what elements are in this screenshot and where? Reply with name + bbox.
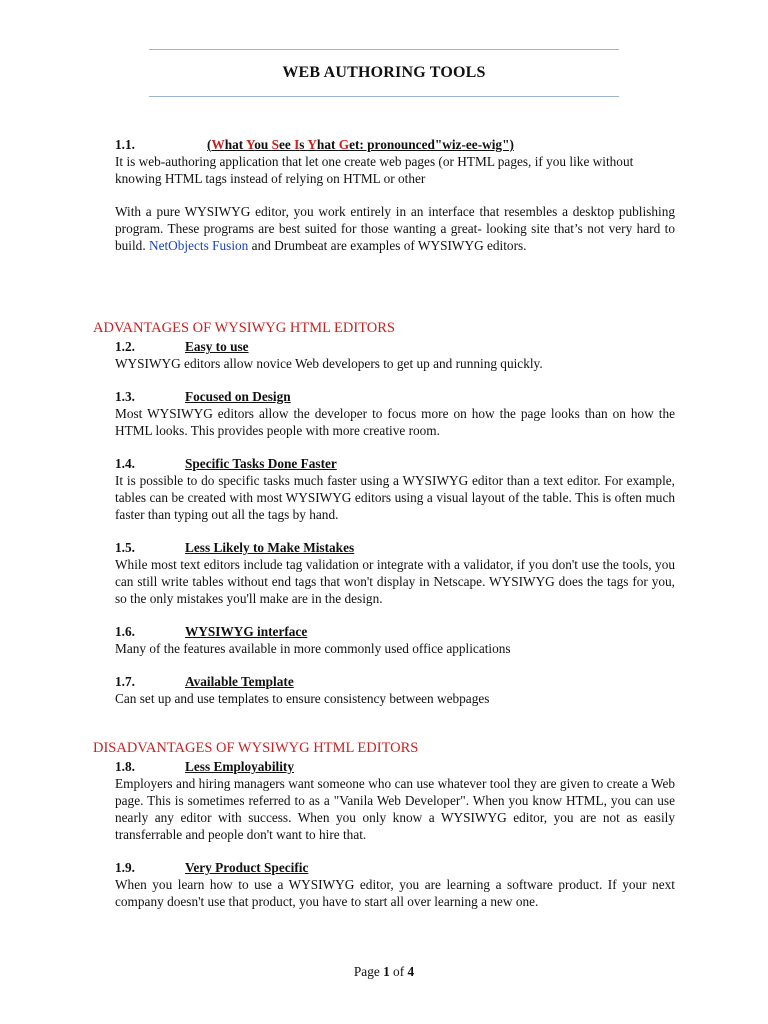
list-item bbox=[115, 623, 675, 657]
intro-paragraph-2: With a pure WYSIWYG editor, you work entirely in an interface that resembles a desktop publishing program. These programs are best suited for those wanting a great- looking site that’s not very hard to build. NetObjects Fusion and Drumbeat are examples of WYSIWYG editors. bbox=[115, 204, 675, 253]
subsection-heading bbox=[115, 623, 675, 640]
list-item bbox=[115, 539, 675, 607]
subsection-title: Very Product Specific bbox=[185, 860, 309, 875]
section-number: 1.5. bbox=[115, 540, 135, 555]
intro-section bbox=[115, 136, 675, 254]
list-item bbox=[115, 673, 675, 707]
subsection-text: It is possible to do specific tasks much faster using a WYSIWYG editor than a text editor. For example, tables can be created with most WYSIWYG editors using a visual layout of the table. This is often much faster than typing out all the tags by hand. bbox=[115, 473, 675, 522]
section-number: 1.8. bbox=[115, 759, 135, 774]
section-number: 1.6. bbox=[115, 624, 135, 639]
list-item bbox=[115, 758, 675, 843]
section-number: 1.3. bbox=[115, 389, 135, 404]
section-number: 1.1. bbox=[115, 137, 135, 152]
subsection-heading bbox=[115, 859, 675, 876]
subsection-heading bbox=[115, 539, 675, 556]
subsection-text: While most text editors include tag validation or integrate with a validator, if you don't use the tools, you can still write tables without end tags that won't display in Netscape. WYSIWYG does the tags for you, so the only mistakes you'll make are in the design. bbox=[115, 557, 675, 606]
subsection-title: Specific Tasks Done Faster bbox=[185, 456, 337, 471]
subsection-heading bbox=[115, 758, 675, 775]
subsection-heading bbox=[115, 673, 675, 690]
section-number: 1.7. bbox=[115, 674, 135, 689]
disadvantages-list bbox=[115, 758, 675, 910]
list-item bbox=[115, 388, 675, 439]
subsection-heading bbox=[115, 388, 675, 405]
subsection-text: WYSIWYG editors allow novice Web developers to get up and running quickly. bbox=[115, 356, 543, 371]
subsection-heading bbox=[115, 338, 675, 355]
section-number: 1.2. bbox=[115, 339, 135, 354]
disadvantages-heading: DISADVANTAGES OF WYSIWYG HTML EDITORS bbox=[93, 740, 419, 756]
advantages-heading: ADVANTAGES OF WYSIWYG HTML EDITORS bbox=[93, 320, 396, 336]
page-title: WEB AUTHORING TOOLS bbox=[282, 64, 486, 81]
subsection-title: Focused on Design bbox=[185, 389, 291, 404]
subsection-text: Many of the features available in more commonly used office applications bbox=[115, 641, 511, 656]
subsection-title: Less Likely to Make Mistakes bbox=[185, 540, 355, 555]
section-number: 1.9. bbox=[115, 860, 135, 875]
intro-heading: 1.1. (What You See Is Yhat Get: pronounced"wiz-ee-wig") bbox=[115, 137, 514, 152]
list-item bbox=[115, 859, 675, 910]
subsection-title: WYSIWYG interface bbox=[185, 624, 308, 639]
intro-paragraph-1: It is web-authoring application that let one create web pages (or HTML pages, if you like without knowing HTML tags instead of relying on HTML or other bbox=[115, 154, 634, 186]
advantages-list bbox=[115, 338, 675, 707]
list-item bbox=[115, 455, 675, 523]
netobjects-link[interactable]: NetObjects Fusion bbox=[148, 238, 249, 253]
subsection-text: Employers and hiring managers want someone who can use whatever tool they are given to create a Web page. This is sometimes referred to as a "Vanila Web Developer". When you know HTML, you can use nearly any editor with success. When you only know a WYSIWYG editor, you are not as easily transferrable and people don't want to hire that. bbox=[115, 776, 675, 842]
subsection-title: Easy to use bbox=[185, 339, 249, 354]
subsection-text: Can set up and use templates to ensure consistency between webpages bbox=[115, 691, 490, 706]
subsection-title: Less Employability bbox=[185, 759, 294, 774]
page-footer: Page 1 of 4 bbox=[353, 964, 415, 979]
section-number: 1.4. bbox=[115, 456, 135, 471]
title-bottom-rule bbox=[149, 96, 619, 97]
subsection-title: Available Template bbox=[185, 674, 294, 689]
subsection-text: When you learn how to use a WYSIWYG editor, you are learning a software product. If your next company doesn't use that product, you have to start all over learning a new one. bbox=[115, 877, 675, 909]
subsection-heading bbox=[115, 455, 675, 472]
subsection-text: Most WYSIWYG editors allow the developer to focus more on how the page looks than on how the HTML looks. This provides people with more creative room. bbox=[115, 406, 675, 438]
title-top-rule bbox=[149, 49, 619, 50]
list-item bbox=[115, 338, 675, 372]
